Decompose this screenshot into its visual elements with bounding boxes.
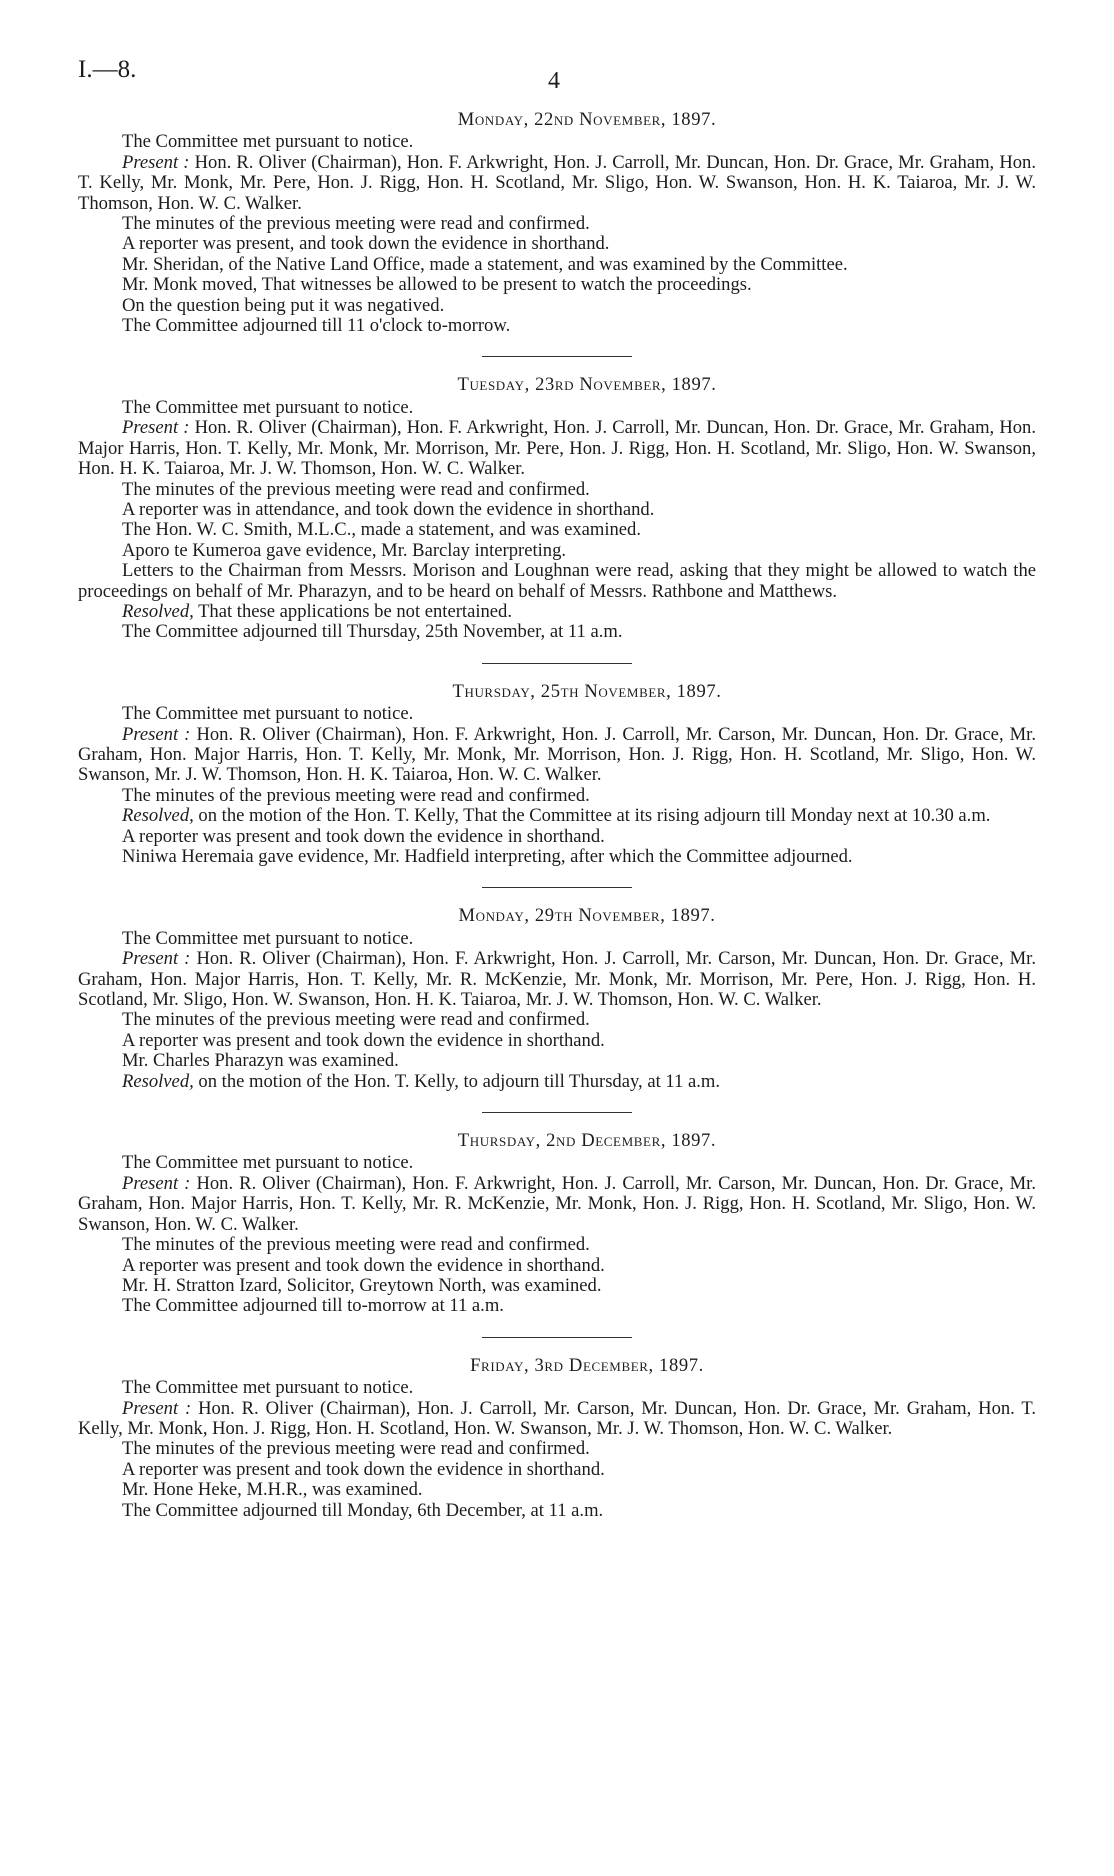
entry-text: Letters to the Chairman from Messrs. Morison and Loughnan were read, asking that they might be allowed to watch the proceedings on behalf of Mr. Pharazyn, and to be heard on behalf of Messrs. Rathbone and Matthews. xyxy=(78,560,1036,602)
entry-text: Aporo te Kumeroa gave evidence, Mr. Barclay interpreting. xyxy=(122,539,567,561)
minute-entry xyxy=(78,153,1036,214)
entry-text: Mr. Sheridan, of the Native Land Office, made a statement, and was examined by the Committee. xyxy=(122,253,848,275)
entry-text: The Committee met pursuant to notice. xyxy=(122,703,414,725)
minute-entry xyxy=(78,1480,1036,1500)
meeting-date-heading: Monday, 22nd November, 1897. xyxy=(457,109,717,130)
entry-text: The Committee adjourned till to-morrow at 11 a.m. xyxy=(122,1295,504,1317)
entry-text: Hon. R. Oliver (Chairman), Hon. F. Arkwright, Hon. J. Carroll, Mr. Carson, Mr. Duncan, Hon. Dr. Grace, Mr. Graham, Hon. Major Harris, Hon. T. Kelly, Mr. R. McKenzie, Mr. Monk, Hon. J. Rigg, Hon. H. Scotland, Mr. Sligo, Hon. W. Swanson, Hon. W. C. Walker. xyxy=(78,1172,1036,1235)
entry-label: Present : xyxy=(122,417,190,439)
entry-label: Resolved, xyxy=(122,600,194,622)
minute-entry xyxy=(78,1072,1036,1092)
entry-text: The minutes of the previous meeting were read and confirmed. xyxy=(122,1438,590,1460)
entry-label: Resolved, xyxy=(122,1070,194,1092)
entry-text: That these applications be not entertained. xyxy=(193,600,512,622)
entry-text: The minutes of the previous meeting were read and confirmed. xyxy=(122,213,590,235)
entry-text: A reporter was present, and took down the evidence in shorthand. xyxy=(122,233,610,255)
minute-entry xyxy=(78,1296,1036,1316)
entry-text: A reporter was present and took down the evidence in shorthand. xyxy=(122,825,605,847)
meeting-date-heading: Thursday, 25th November, 1897. xyxy=(452,680,722,702)
meeting-section xyxy=(78,1356,1036,1521)
minute-entry xyxy=(78,418,1036,479)
minute-entry xyxy=(78,602,1036,622)
entry-text: The Committee adjourned till Monday, 6th December, at 11 a.m. xyxy=(122,1499,604,1521)
entry-label: Present : xyxy=(122,948,191,970)
minute-entry xyxy=(78,786,1036,806)
entry-text: The minutes of the previous meeting were read and confirmed. xyxy=(122,784,590,806)
meeting-date-heading: Friday, 3rd December, 1897. xyxy=(470,1354,704,1376)
entry-label: Present : xyxy=(122,1172,191,1194)
entry-text: The Committee met pursuant to notice. xyxy=(122,1377,414,1399)
minute-entry xyxy=(78,1153,1036,1173)
section-divider xyxy=(482,663,632,664)
entry-text: Hon. R. Oliver (Chairman), Hon. J. Carroll, Mr. Carson, Mr. Duncan, Hon. Dr. Grace, Mr. Graham, Hon. T. Kelly, Mr. Monk, Hon. J. Rigg, Hon. H. Scotland, Hon. W. Swanson, Mr. J. W. Thomson, Hon. W. C. Walker. xyxy=(78,1397,1037,1439)
minute-entry xyxy=(78,1010,1036,1030)
meeting-section xyxy=(78,1131,1036,1317)
minute-entry xyxy=(78,234,1036,254)
minute-entry xyxy=(78,1276,1036,1296)
minute-entry xyxy=(78,1501,1036,1521)
minute-entry xyxy=(78,949,1036,1010)
meeting-section xyxy=(78,682,1036,868)
entry-text: A reporter was present and took down the evidence in shorthand. xyxy=(122,1458,605,1480)
minute-entry xyxy=(78,500,1036,520)
minute-entry xyxy=(78,541,1036,561)
minute-entry xyxy=(78,1399,1036,1440)
entry-text: on the motion of the Hon. T. Kelly, to adjourn till Thursday, at 11 a.m. xyxy=(193,1070,720,1092)
minute-entry xyxy=(78,296,1036,316)
meeting-date-heading: Thursday, 2nd December, 1897. xyxy=(457,1130,717,1152)
entry-label: Present : xyxy=(122,1397,192,1419)
entry-text: Mr. Hone Heke, M.H.R., was examined. xyxy=(122,1479,423,1501)
entry-text: Hon. R. Oliver (Chairman), Hon. F. Arkwright, Hon. J. Carroll, Mr. Duncan, Hon. Dr. Grace, Mr. Graham, Hon. Major Harris, Hon. T. Kelly, Mr. Monk, Mr. Morrison, Mr. Pere, Hon. J. Rigg, Hon. H. Scotland, Mr. Sligo, Hon. W. Swanson, Hon. H. K. Taiaroa, Mr. J. W. Thomson, Hon. W. C. Walker. xyxy=(78,417,1036,480)
entry-text: The Committee met pursuant to notice. xyxy=(122,927,414,949)
entry-text: A reporter was in attendance, and took down the evidence in shorthand. xyxy=(122,498,655,520)
entry-label: Present : xyxy=(122,151,190,173)
entry-text: Hon. R. Oliver (Chairman), Hon. F. Arkwright, Hon. J. Carroll, Mr. Carson, Mr. Duncan, Hon. Dr. Grace, Mr. Graham, Hon. Major Harris, Hon. T. Kelly, Mr. Monk, Mr. Morrison, Hon. J. Rigg, Hon. H. Scotland, Mr. Sligo, Hon. W. Swanson, Mr. J. W. Thomson, Hon. H. K. Taiaroa, Hon. W. C. Walker. xyxy=(78,723,1036,786)
paper-reference: I.—8. xyxy=(78,56,137,83)
section-divider xyxy=(482,887,632,888)
entry-text: The minutes of the previous meeting were read and confirmed. xyxy=(122,1234,590,1256)
entry-text: The Committee adjourned till Thursday, 25th November, at 11 a.m. xyxy=(122,621,623,643)
minute-entry xyxy=(78,827,1036,847)
minute-entry xyxy=(78,255,1036,275)
entry-text: Mr. Charles Pharazyn was examined. xyxy=(122,1050,399,1072)
minutes-body xyxy=(78,110,1036,1521)
minute-entry xyxy=(78,1174,1036,1235)
entry-text: Hon. R. Oliver (Chairman), Hon. F. Arkwright, Hon. J. Carroll, Mr. Carson, Mr. Duncan, Hon. Dr. Grace, Mr. Graham, Hon. Major Harris, Hon. T. Kelly, Mr. R. McKenzie, Mr. Monk, Mr. Morrison, Mr. Pere, Hon. J. Rigg, Hon. H. Scotland, Mr. Sligo, Hon. W. Swanson, Hon. H. K. Taiaroa, Mr. J. W. Thomson, Hon. W. C. Walker. xyxy=(78,948,1036,1011)
entry-text: On the question being put it was negatived. xyxy=(122,294,445,316)
minute-entry xyxy=(78,725,1036,786)
entry-label: Resolved, xyxy=(122,805,194,827)
minute-entry xyxy=(78,275,1036,295)
minute-entry xyxy=(78,622,1036,642)
entry-text: The Hon. W. C. Smith, M.L.C., made a statement, and was examined. xyxy=(122,519,641,541)
entry-text: A reporter was present and took down the evidence in shorthand. xyxy=(122,1029,605,1051)
entry-text: Mr. Monk moved, That witnesses be allowed to be present to watch the proceedings. xyxy=(122,274,752,296)
entry-text: on the motion of the Hon. T. Kelly, That the Committee at its rising adjourn till Monday next at 10.30 a.m. xyxy=(193,805,991,827)
page-number: 4 xyxy=(548,68,560,94)
minute-entry xyxy=(78,214,1036,234)
entry-text: Niniwa Heremaia gave evidence, Mr. Hadfield interpreting, after which the Committee adjourned. xyxy=(122,846,853,867)
meeting-section xyxy=(78,375,1036,642)
entry-text: The Committee met pursuant to notice. xyxy=(122,396,414,418)
minute-entry xyxy=(78,1378,1036,1398)
minute-entry xyxy=(78,1235,1036,1255)
minute-entry xyxy=(78,520,1036,540)
entry-text: The Committee adjourned till 11 o'clock to-morrow. xyxy=(122,315,511,337)
minute-entry xyxy=(78,480,1036,500)
minute-entry xyxy=(78,847,1036,867)
entry-text: The Committee met pursuant to notice. xyxy=(122,1152,414,1174)
section-divider xyxy=(482,1337,632,1338)
entry-text: Mr. H. Stratton Izard, Solicitor, Greytown North, was examined. xyxy=(122,1274,602,1296)
minute-entry xyxy=(78,398,1036,418)
entry-text: A reporter was present and took down the evidence in shorthand. xyxy=(122,1254,605,1276)
minute-entry xyxy=(78,1439,1036,1459)
minute-entry xyxy=(78,1031,1036,1051)
section-divider xyxy=(482,1112,632,1113)
minute-entry xyxy=(78,1256,1036,1276)
meeting-section xyxy=(78,906,1036,1092)
entry-text: The minutes of the previous meeting were read and confirmed. xyxy=(122,1009,590,1031)
entry-text: The minutes of the previous meeting were read and confirmed. xyxy=(122,478,590,500)
minute-entry xyxy=(78,132,1036,152)
entry-text: Hon. R. Oliver (Chairman), Hon. F. Arkwright, Hon. J. Carroll, Mr. Duncan, Hon. Dr. Grace, Mr. Graham, Hon. T. Kelly, Mr. Monk, Mr. Pere, Hon. J. Rigg, Hon. H. Scotland, Mr. Sligo, Hon. W. Swanson, Hon. H. K. Taiaroa, Mr. J. W. Thomson, Hon. W. C. Walker. xyxy=(78,151,1036,214)
entry-label: Present : xyxy=(122,723,191,745)
minute-entry xyxy=(78,806,1036,826)
minute-entry xyxy=(78,1460,1036,1480)
meeting-date-heading: Tuesday, 23rd November, 1897. xyxy=(457,374,717,396)
minute-entry xyxy=(78,1051,1036,1071)
meeting-section xyxy=(78,110,1036,336)
minute-entry xyxy=(78,929,1036,949)
minute-entry xyxy=(78,561,1036,602)
minute-entry xyxy=(78,704,1036,724)
section-divider xyxy=(482,356,632,357)
entry-text: The Committee met pursuant to notice. xyxy=(122,131,414,153)
minute-entry xyxy=(78,316,1036,336)
meeting-date-heading: Monday, 29th November, 1897. xyxy=(458,905,716,927)
